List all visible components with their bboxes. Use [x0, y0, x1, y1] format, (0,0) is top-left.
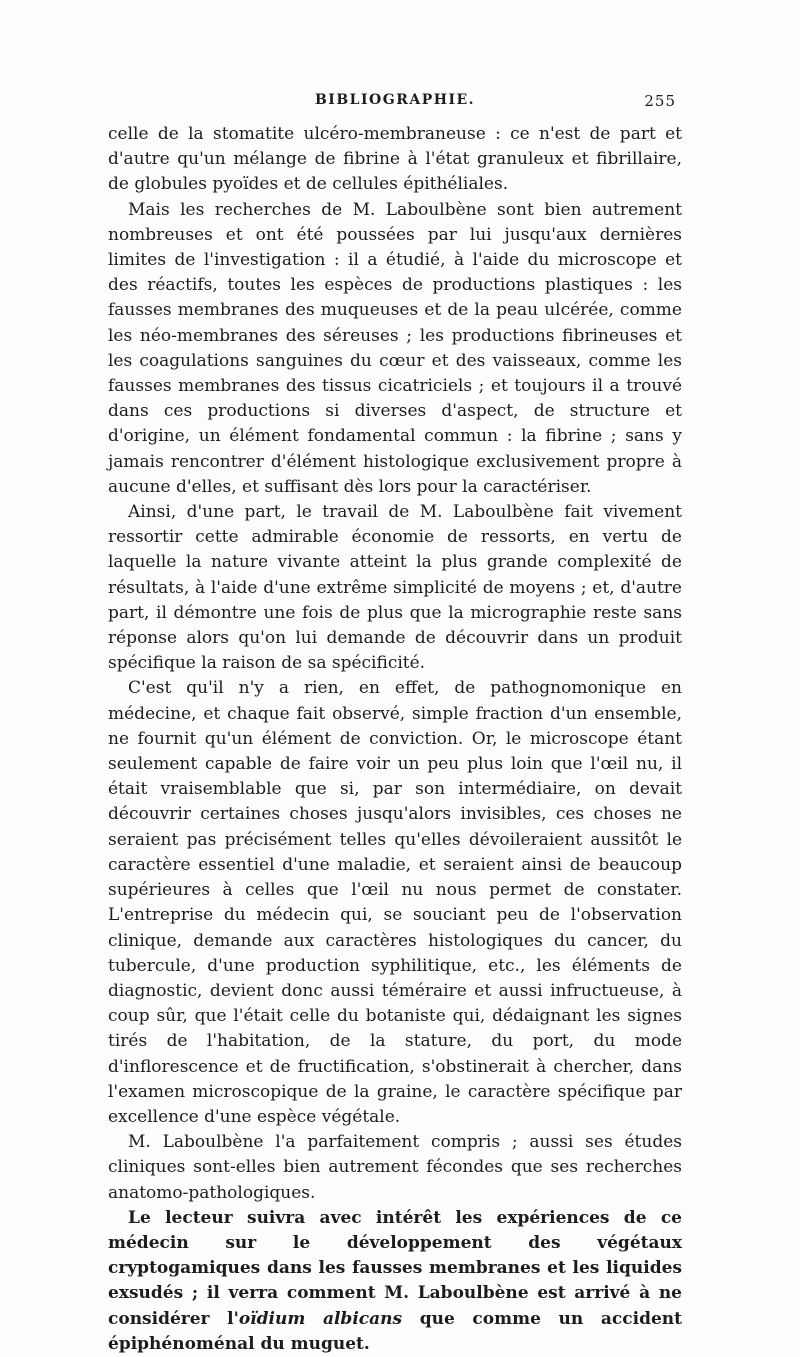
book-page — [108, 92, 682, 1357]
running-title: BIBLIOGRAPHIE. — [314, 92, 476, 108]
paragraph-1: celle de la stomatite ulcéro-membraneuse : ce n'est de part et d'autre qu'un mélange de fibrine à l'état granuleux et fibrillaire, de globules pyoïdes et de cellules épithéliales. — [108, 124, 682, 195]
running-head — [108, 92, 682, 122]
paragraph-6-text-start: Le lecteur suivra avec intérêt les expériences de ce médecin sur le développement des végétaux cryptogamiques dans les fausses membranes et les liquides exsudés ; il verra comment M. Laboulbène est arrivé à ne considérer l' — [108, 1207, 682, 1329]
page-number: 255 — [644, 92, 676, 110]
paragraph-2: Mais les recherches de M. Laboulbène sont bien autrement nombreuses et ont été poussées par lui jusqu'aux dernières limites de l'investigation : il a étudié, à l'aide du microscope et des réactifs, toutes les espèces de productions plastiques : les fausses membranes des muqueuses et de la peau ulcérée, comme les néo-membranes des séreuses ; les productions fibrineuses et les coagulations sanguines du cœur et des vaisseaux, comme les fausses membranes des tissus cicatriciels ; et toujours il a trouvé dans ces productions si diverses d'aspect, de structure et d'origine, un élément fondamental commun : la fibrine ; sans y jamais rencontrer d'élément histologique exclusivement propre à aucune d'elles, et suffisant dès lors pour la caractériser. — [108, 199, 682, 497]
paragraph-6-text-end: que comme un accident épiphénoménal du muguet. — [108, 1308, 683, 1354]
paragraph-6 — [108, 1206, 682, 1357]
paragraph-5: M. Laboulbène l'a parfaitement compris ; aussi ses études cliniques sont-elles bien autrement fécondes que ses recherches anatomo-pathologiques. — [108, 1132, 682, 1203]
paragraph-6-italic-term: oïdium albicans — [238, 1308, 403, 1329]
paragraph-3: Ainsi, d'une part, le travail de M. Laboulbène fait vivement ressortir cette admirable économie de ressorts, en vertu de laquelle la nature vivante atteint la plus grande complexité de résultats, à l'aide d'une extrême simplicité de moyens ; et, d'autre part, il démontre une fois de plus que la micrographie reste sans réponse alors qu'on lui demande de découvrir dans un produit spécifique la raison de sa spécificité. — [108, 502, 682, 674]
body-text — [108, 122, 682, 1357]
paragraph-4: C'est qu'il n'y a rien, en effet, de pathognomonique en médecine, et chaque fait observé, simple fraction d'un ensemble, ne fournit qu'un élément de conviction. Or, le microscope étant seulement capable de faire voir un peu plus loin que l'œil nu, il était vraisemblable que si, par son intermédiaire, on devait découvrir certaines choses jusqu'alors invisibles, ces choses ne seraient pas précisément telles qu'elles dévoileraient aussitôt le caractère essentiel d'une maladie, et seraient ainsi de beaucoup supérieures à celles que l'œil nu nous permet de constater. L'entreprise du médecin qui, se souciant peu de l'observation clinique, demande aux caractères histologiques du cancer, du tubercule, d'une production syphilitique, etc., les éléments de diagnostic, devient donc aussi téméraire et aussi infructueuse, à coup sûr, que l'était celle du botaniste qui, dédaignant les signes tirés de l'habitation, de la stature, du port, du mode d'inflorescence et de fructification, s'obstinerait à chercher, dans l'examen microscopique de la graine, le caractère spécifique par excellence d'une espèce végétale. — [108, 678, 682, 1127]
